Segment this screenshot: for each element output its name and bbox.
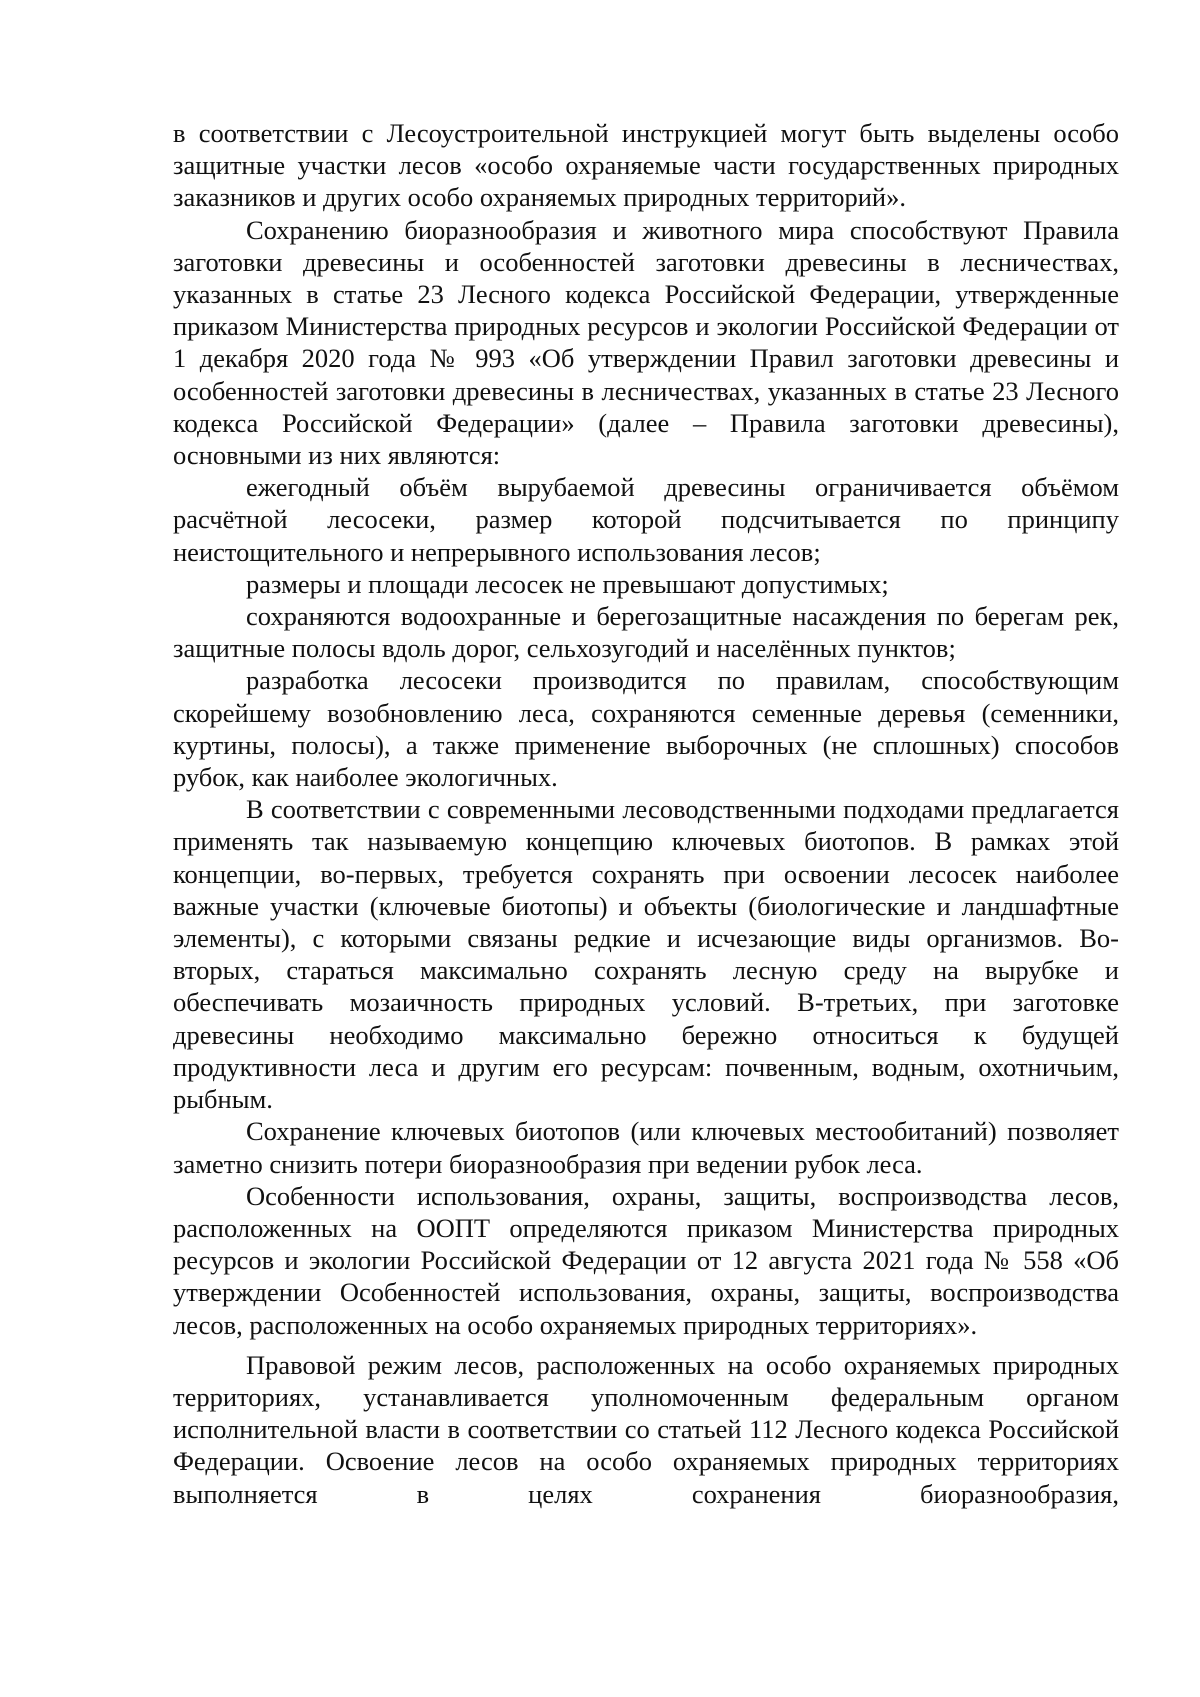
paragraph-key-habitats: Сохранение ключевых биотопов (или ключевых местообитаний) позволяет заметно снизить потери биоразнообразия при ведении рубок леса. [173,1116,1119,1179]
paragraph-legal-regime: Правовой режим лесов, расположенных на особо охраняемых природных территориях, устанавливается уполномоченным федеральным органом исполнительной власти в соответствии со статьей 112 Лесного кодекса Российской Федерации. Освоение лесов на особо охраняемых природных территориях выполняется в целях сохранения биоразнообразия, [173,1349,1119,1509]
document-page [173,117,1119,1510]
paragraph-2: Сохранению биоразнообразия и животного мира способствуют Правила заготовки древесины и особенностей заготовки древесины в лесничествах, указанных в статье 23 Лесного кодекса Российской Федерации, утвержденные приказом Министерства природных ресурсов и экологии Российской Федерации от 1 декабря 2020 года № 993 «Об утверждении Правил заготовки древесины и особенностей заготовки древесины в лесничествах, указанных в статье 23 Лесного кодекса Российской Федерации» (далее – Правила заготовки древесины), основными из них являются: [173,214,1119,471]
list-item-cutting-rules: разработка лесосеки производится по правилам, способствующим скорейшему возобновлению леса, сохраняются семенные деревья (семенники, куртины, полосы), а также применение выборочных (не сплошных) способов рубок, как наиболее экологичных. [173,665,1119,793]
list-item-annual-volume: ежегодный объём вырубаемой древесины ограничивается объёмом расчётной лесосеки, размер которой подсчитывается по принципу неистощительного и непрерывного использования лесов; [173,472,1119,567]
list-item-protective-stands: сохраняются водоохранные и берегозащитные насаждения по берегам рек, защитные полосы вдоль дорог, сельхозугодий и населённых пунктов; [173,601,1119,664]
paragraph-protected-areas-order: Особенности использования, охраны, защиты, воспроизводства лесов, расположенных на ООПТ определяются приказом Министерства природных ресурсов и экологии Российской Федерации от 12 августа 2021 года № 558 «Об утверждении Особенностей использования, охраны, защиты, воспроизводства лесов, расположенных на особо охраняемых природных территориях». [173,1180,1119,1340]
list-item-cutting-area-size: размеры и площади лесосек не превышают допустимых; [246,568,889,599]
paragraph-1: в соответствии с Лесоустроительной инструкцией могут быть выделены особо защитные участки лесов «особо охраняемые части государственных природных заказников и других особо охраняемых природных территорий». [173,118,1119,213]
paragraph-key-biotopes: В соответствии с современными лесоводственными подходами предлагается применять так называемую концепцию ключевых биотопов. В рамках этой концепции, во-первых, требуется сохранять при освоении лесосек наиболее важные участки (ключевые биотопы) и объекты (биологические и ландшафтные элементы), с которыми связаны редкие и исчезающие виды организмов. Во-вторых, стараться максимально сохранять лесную среду на вырубке и обеспечивать мозаичность природных условий. В-третьих, при заготовке древесины необходимо максимально бережно относиться к будущей продуктивности леса и другим его ресурсам: почвенным, водным, охотничьим, рыбным. [173,794,1119,1115]
